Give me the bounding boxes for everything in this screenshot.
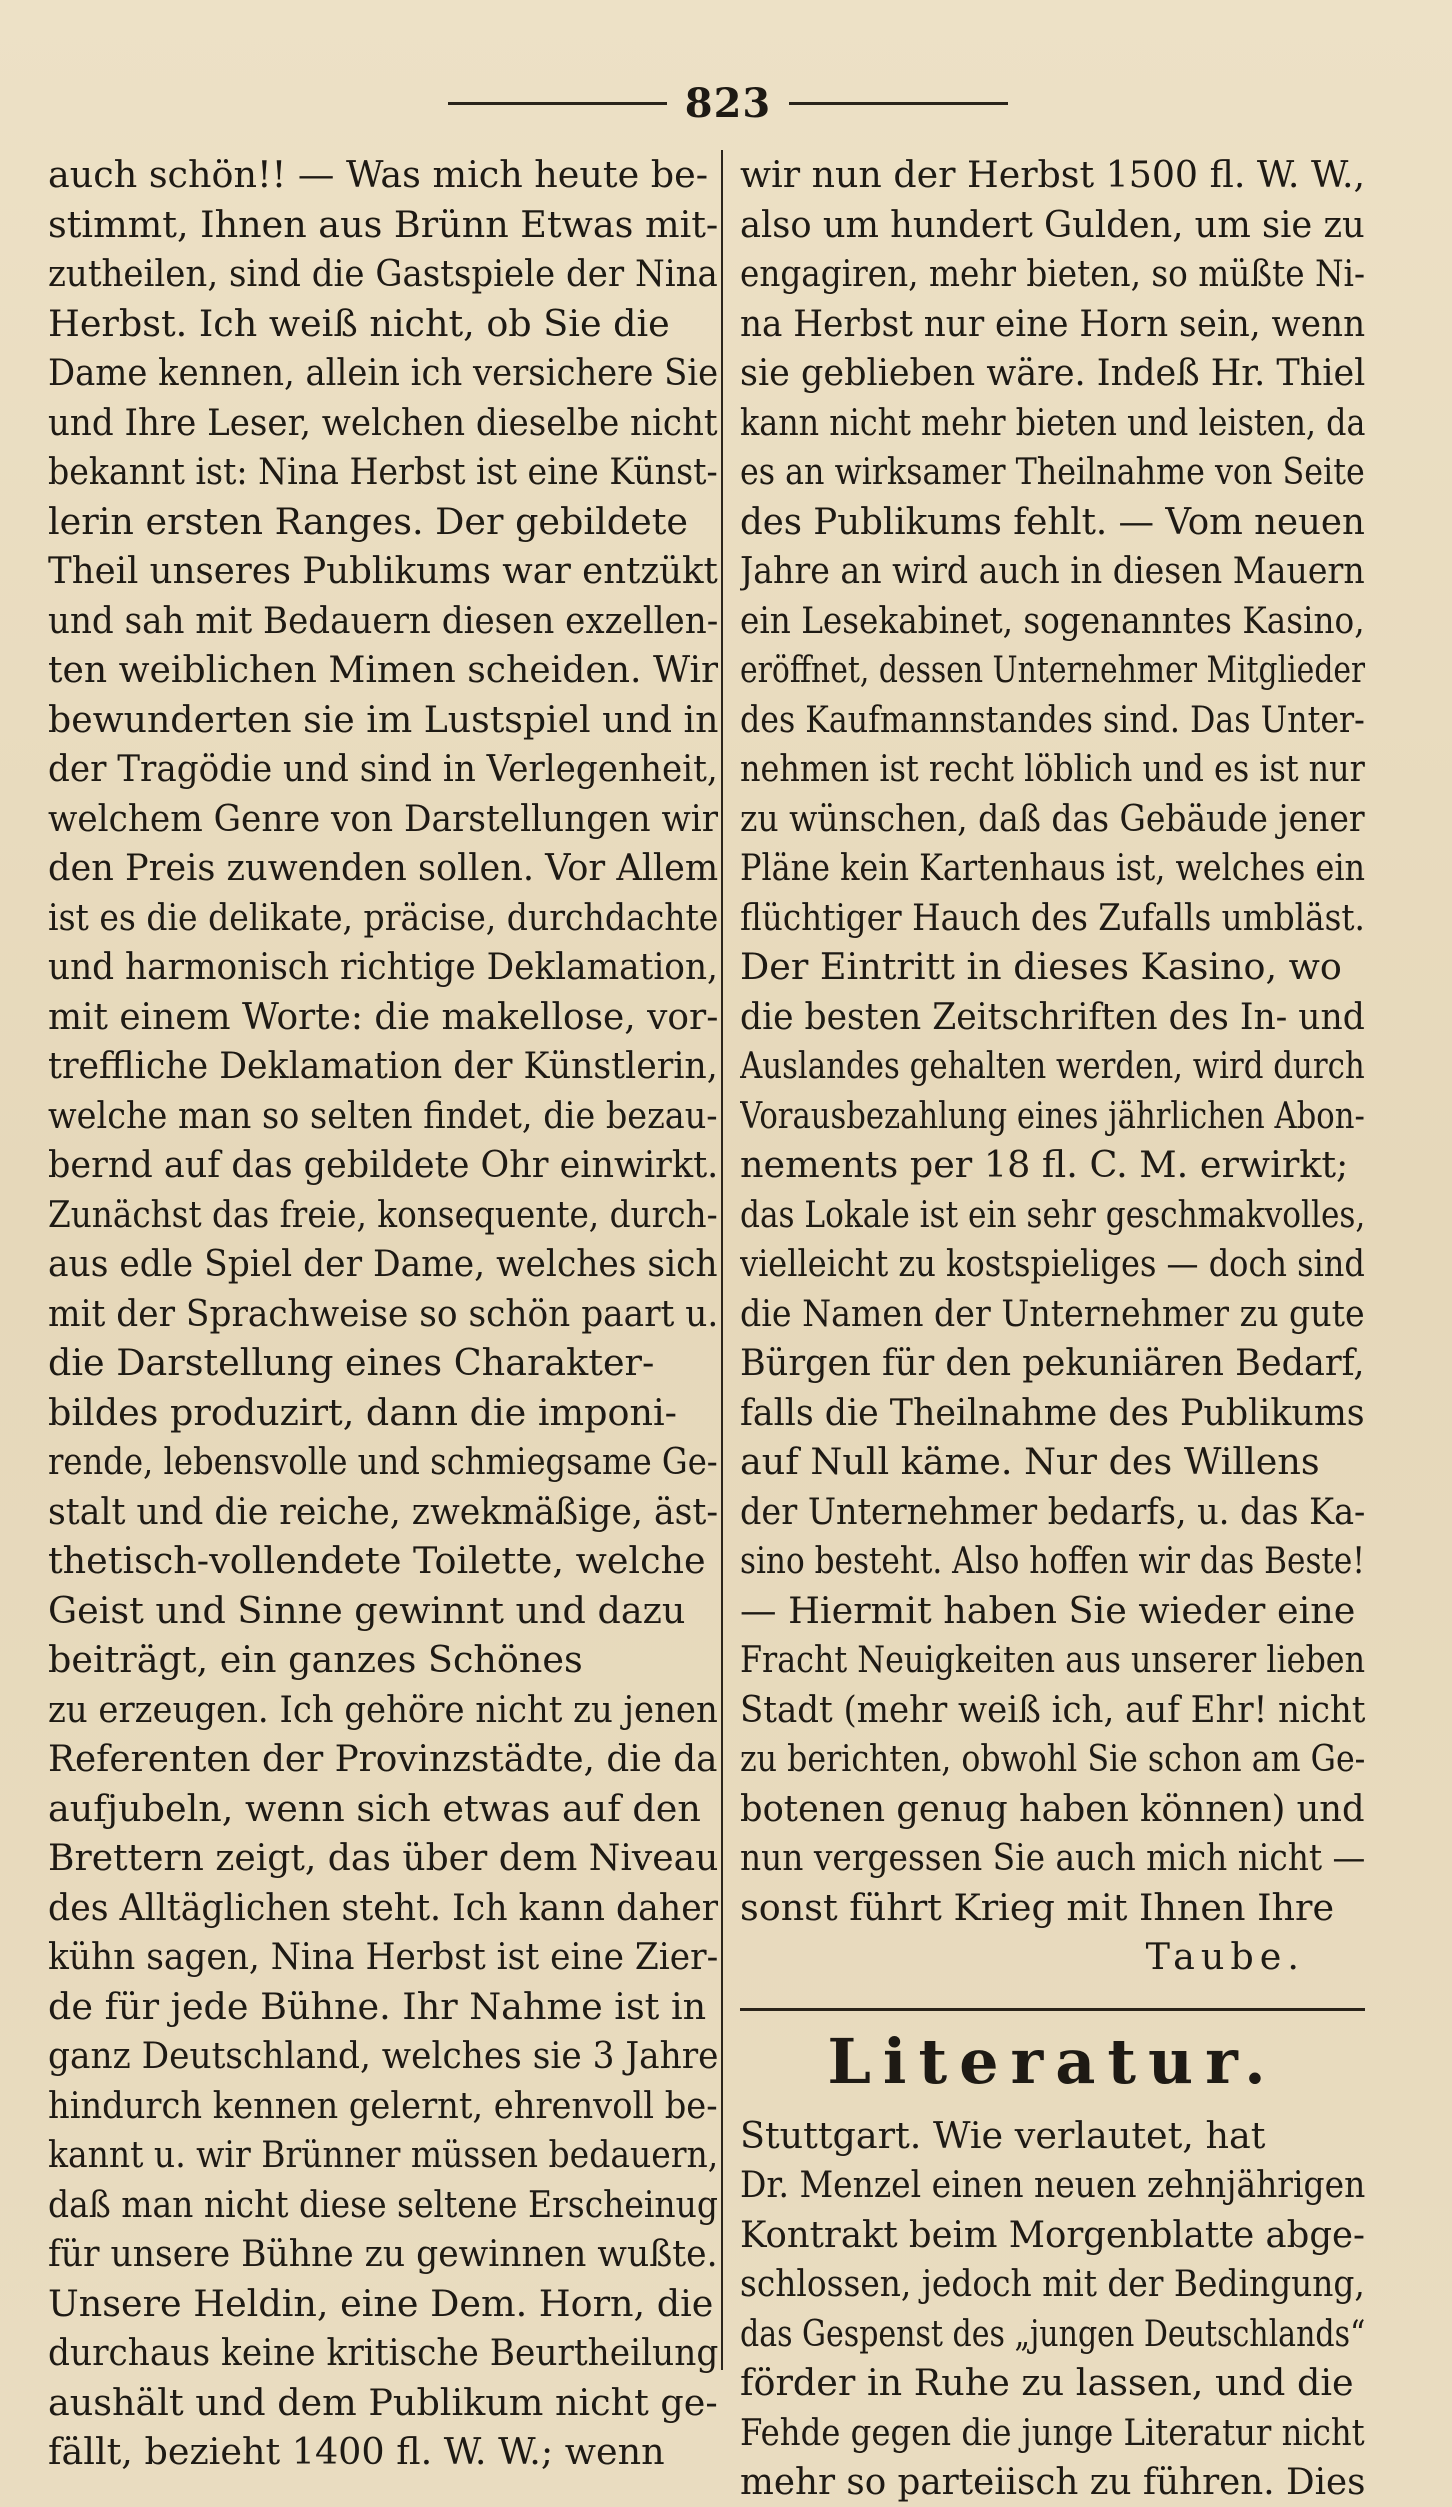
text-line: zu berichten, obwohl Sie schon am Ge- xyxy=(740,1737,1365,1780)
text-line: Stadt (mehr weiß ich, auf Ehr! nicht xyxy=(740,1687,1365,1731)
column-divider xyxy=(721,150,723,2370)
text-line: für unsere Bühne zu gewinnen wußte. xyxy=(48,2232,718,2275)
text-line: zutheilen, sind die Gastspiele der Nina xyxy=(48,252,718,295)
text-line: Theil unseres Publikums war entzükt xyxy=(48,549,718,592)
text-line: sie geblieben wäre. Indeß Hr. Thiel xyxy=(740,351,1365,394)
text-line: treffliche Deklamation der Künstlerin, xyxy=(48,1044,718,1087)
text-line: kühn sagen, Nina Herbst ist eine Zier- xyxy=(48,1935,718,1978)
text-line: aus edle Spiel der Dame, welches sich xyxy=(48,1242,718,1285)
text-line: Der Eintritt in dieses Kasino, wo xyxy=(740,945,1342,988)
text-line: bildes produzirt, dann die imponi- xyxy=(48,1390,678,1434)
text-line: die Namen der Unternehmer zu gute xyxy=(740,1291,1365,1335)
text-line: Referenten der Provinzstädte, die da xyxy=(48,1737,718,1780)
text-line: de für jede Bühne. Ihr Nahme ist in xyxy=(48,1984,707,2028)
text-line: vielleicht zu kostspieliges — doch sind xyxy=(740,1242,1365,1285)
text-line: botenen genug haben können) und xyxy=(740,1786,1365,1830)
header-rule-left xyxy=(448,102,667,105)
text-line: auf Null käme. Nur des Willens xyxy=(740,1440,1320,1483)
text-line: welchem Genre von Darstellungen wir xyxy=(48,796,718,840)
text-line: nun vergessen Sie auch mich nicht — xyxy=(740,1836,1365,1879)
text-line: rende, lebensvolle und schmiegsame Ge- xyxy=(48,1440,718,1483)
text-line: bewunderten sie im Lustspiel und in xyxy=(48,697,718,741)
literature-article xyxy=(740,2111,1365,2507)
text-line: Dr. Menzel einen neuen zehnjährigen xyxy=(740,2163,1365,2206)
text-line: es an wirksamer Theilnahme von Seite xyxy=(740,450,1365,493)
text-line: und sah mit Bedauern diesen exzellen- xyxy=(48,598,718,642)
text-line: Pläne kein Kartenhaus ist, welches ein xyxy=(740,846,1365,889)
text-line: des Alltäglichen steht. Ich kann daher xyxy=(48,1885,718,1929)
text-line: wir nun der Herbst 1500 fl. W. W., xyxy=(740,153,1365,196)
text-line: die Darstellung eines Charakter- xyxy=(48,1341,655,1384)
text-line: ganz Deutschland, welches sie 3 Jahre xyxy=(48,2034,718,2077)
text-line: aushält und dem Publikum nicht ge- xyxy=(48,2380,718,2424)
text-line: Brettern zeigt, das über dem Niveau xyxy=(48,1836,718,1879)
text-line: schlossen, jedoch mit der Bedingung, xyxy=(740,2262,1365,2305)
text-line: und harmonisch richtige Deklamation, xyxy=(48,945,718,988)
text-line: Unsere Heldin, eine Dem. Horn, die xyxy=(48,2281,714,2325)
text-line: Fehde gegen die junge Literatur nicht xyxy=(740,2410,1365,2454)
text-line: aufjubeln, wenn sich etwas auf den xyxy=(48,1786,701,1830)
text-line: ten weiblichen Mimen scheiden. Wir xyxy=(48,648,718,691)
text-line: beiträgt, ein ganzes Schönes xyxy=(48,1638,583,1681)
text-line: ein Lesekabinet, sogenanntes Kasino, xyxy=(740,598,1365,642)
text-line: mehr so parteiisch zu führen. Dies xyxy=(740,2460,1365,2503)
text-line: durchaus keine kritische Beurtheilung xyxy=(48,2331,718,2374)
text-line: Herbst. Ich weiß nicht, ob Sie die xyxy=(48,301,670,345)
text-line: engagiren, mehr bieten, so müßte Ni- xyxy=(740,252,1365,295)
right-column-article xyxy=(740,150,1365,1932)
text-line: die besten Zeitschriften des In- und xyxy=(740,994,1365,1038)
text-line: Auslandes gehalten werden, wird durch xyxy=(740,1044,1365,1087)
text-line: Jahre an wird auch in diesen Mauern xyxy=(740,549,1365,592)
text-line: bekannt ist: Nina Herbst ist eine Künst- xyxy=(48,450,718,493)
text-line: na Herbst nur eine Horn sein, wenn xyxy=(740,301,1365,345)
text-line: Fracht Neuigkeiten aus unserer lieben xyxy=(740,1638,1365,1681)
text-line: daß man nicht diese seltene Erscheinug xyxy=(48,2182,718,2226)
text-line: flüchtiger Hauch des Zufalls umbläst. xyxy=(740,895,1365,939)
text-line: zu erzeugen. Ich gehöre nicht zu jenen xyxy=(48,1687,718,1731)
text-line: falls die Theilnahme des Publikums xyxy=(740,1390,1365,1434)
text-line: eröffnet, dessen Unternehmer Mitglieder xyxy=(740,648,1365,691)
text-line: und Ihre Leser, welchen dieselbe nicht xyxy=(48,400,718,444)
section-heading: Literatur. xyxy=(827,2024,1278,2098)
text-line: kannt u. wir Brünner müssen bedauern, xyxy=(48,2133,718,2176)
text-line: thetisch-vollendete Toilette, welche xyxy=(48,1539,706,1582)
text-line: lerin ersten Ranges. Der gebildete xyxy=(48,499,688,543)
text-line: nements per 18 fl. C. M. erwirkt; xyxy=(740,1143,1349,1186)
signature: Taube. xyxy=(1145,1935,1305,1978)
text-line: förder in Ruhe zu lassen, und die xyxy=(740,2361,1354,2404)
text-line: Dame kennen, allein ich versichere Sie xyxy=(48,351,718,394)
text-line: Stuttgart. Wie verlautet, hat xyxy=(740,2113,1266,2157)
text-line: mit der Sprachweise so schön paart u. xyxy=(48,1291,718,1335)
text-line: — Hiermit haben Sie wieder eine xyxy=(740,1588,1356,1632)
text-line: stalt und die reiche, zwekmäßige, äst- xyxy=(48,1489,718,1533)
text-line: bernd auf das gebildete Ohr einwirkt. xyxy=(48,1143,718,1186)
text-line: Vorausbezahlung eines jährlichen Abon- xyxy=(740,1093,1365,1137)
text-line: des Publikums fehlt. — Vom neuen xyxy=(740,499,1365,543)
text-line: Geist und Sinne gewinnt und dazu xyxy=(48,1588,686,1632)
text-line: das Lokale ist ein sehr geschmakvolles, xyxy=(740,1192,1365,1236)
text-line: auch schön!! — Was mich heute be- xyxy=(48,153,709,196)
page-number: 823 xyxy=(684,79,772,127)
text-line: nehmen ist recht löblich und es ist nur xyxy=(740,747,1365,790)
text-line: sonst führt Krieg mit Ihnen Ihre xyxy=(740,1885,1335,1929)
text-line: ist es die delikate, präcise, durchdachte xyxy=(48,895,718,939)
text-line: stimmt, Ihnen aus Brünn Etwas mit- xyxy=(48,202,718,246)
text-line: hindurch kennen gelernt, ehrenvoll be- xyxy=(48,2083,718,2127)
text-line: fällt, bezieht 1400 fl. W. W.; wenn xyxy=(48,2430,665,2473)
left-column xyxy=(48,150,718,2477)
text-line: zu wünschen, daß das Gebäude jener xyxy=(740,796,1365,840)
text-line: der Unternehmer bedarfs, u. das Ka- xyxy=(740,1489,1365,1533)
text-line: das Gespenst des „jungen Deutschlands“ xyxy=(740,2311,1365,2355)
page-header xyxy=(448,58,1008,148)
section-separator xyxy=(740,2008,1365,2011)
text-line: der Tragödie und sind in Verlegenheit, xyxy=(48,747,718,790)
text-line: Zunächst das freie, konsequente, durch- xyxy=(48,1192,718,1236)
text-line: also um hundert Gulden, um sie zu xyxy=(740,202,1365,246)
text-line: kann nicht mehr bieten und leisten, da xyxy=(740,400,1365,444)
text-line: welche man so selten findet, die bezau- xyxy=(48,1093,718,1137)
text-line: des Kaufmannstandes sind. Das Unter- xyxy=(740,697,1365,741)
text-line: Kontrakt beim Morgenblatte abge- xyxy=(740,2212,1365,2256)
text-line: den Preis zuwenden sollen. Vor Allem xyxy=(48,846,718,889)
text-line: sino besteht. Also hoffen wir das Beste! xyxy=(740,1539,1365,1582)
right-column xyxy=(740,150,1365,2507)
text-line: mit einem Worte: die makellose, vor- xyxy=(48,994,718,1038)
text-line: Bürgen für den pekuniären Bedarf, xyxy=(740,1341,1365,1384)
header-rule-right xyxy=(789,102,1008,105)
